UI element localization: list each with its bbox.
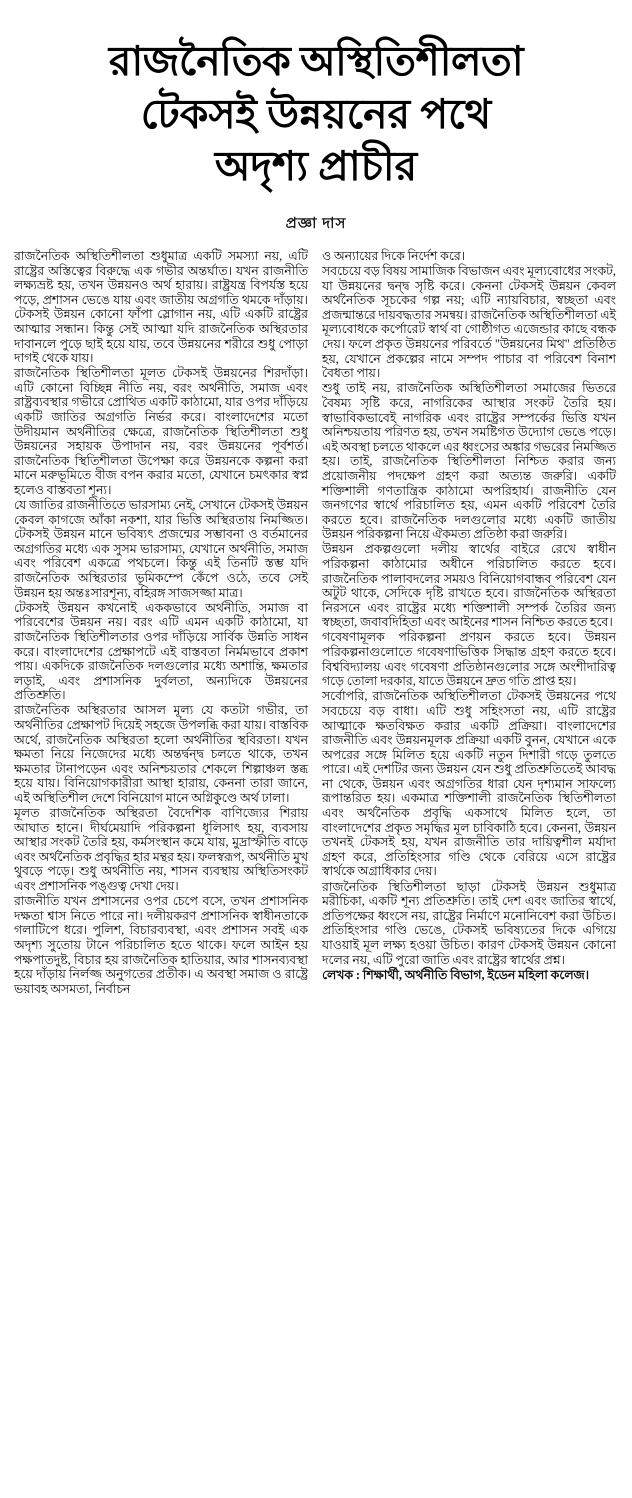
paragraph: রাজনৈতিক অস্থিতিশীলতা শুধুমাত্র একটি সমস্যা নয়, এটি রাষ্ট্রের অস্তিত্বের বিরুদ্ধে এক গভীর অন্তর্ঘাত। যখন রাজনীতি লক্ষ্যভ্রষ্ট হয়, তখন উন্নয়নও অর্থ হারায়। রাষ্ট্রযন্ত্র বিপর্যস্ত হয়ে পড়ে, প্রশাসন ভেঙে যায় এবং জাতীয় অগ্রগতি থমকে দাঁড়ায়। টেকসই উন্নয়ন কোনো ফাঁপা স্লোগান নয়, এটি একটি রাষ্ট্রের আত্মার সন্ধান। কিন্তু সেই আত্মা যদি রাজনৈতিক অস্থিরতার দাবানলে পুড়ে ছাই হয়ে যায়, তবে উন্নয়নের শরীরে শুধু পোড়া দাগই থেকে যায়।	[14, 249, 308, 366]
headline-line-3: অদৃশ্য প্রাচীর	[214, 143, 418, 190]
headline-line-2: টেকসই উন্নয়নের পথে	[140, 90, 492, 137]
headline-line-1: রাজনৈতিক অস্থিতিশীলতা	[108, 38, 524, 85]
byline-author: প্রজ্ঞা দাস	[285, 216, 347, 232]
paragraph: রাজনৈতিক অস্থিরতার আসল মূল্য যে কতটা গভীর, তা অর্থনীতির প্রেক্ষাপট দিয়েই সহজে উপলব্ধি করা যায়। বাস্তবিক অর্থে, রাজনৈতিক অস্থিরতা হলো অর্থনীতির স্থবিরতা। যখন ক্ষমতা নিয়ে নিজেদের মধ্যে অন্তর্দ্বন্দ্ব চলতে থাকে, তখন ক্ষমতার টানাপড়েন এবং অনিশ্চয়তার শেকলে শিল্পাঞ্চল স্তব্ধ হয়ে যায়। বিনিয়োগকারীরা আস্থা হারায়, কেননা তারা জানে, এই অস্থিতিশীল দেশে বিনিয়োগ মানে অগ্নিকুণ্ডে অর্থ ঢালা।	[14, 703, 308, 805]
author-affiliation: লেখক : শিক্ষার্থী, অর্থনীতি বিভাগ, ইডেন মহিলা কলেজ।	[322, 967, 590, 982]
column-right	[322, 249, 616, 983]
article-body	[14, 249, 618, 997]
column-left	[14, 249, 308, 997]
paragraph: রাজনীতি যখন প্রশাসনের ওপর চেপে বসে, তখন প্রশাসনিক দক্ষতা শ্বাস নিতে পারে না। দলীয়করণ প্রশাসনিক স্বাধীনতাকে গলাটিপে ধরে। পুলিশ, বিচারব্যবস্থা, এবং প্রশাসন সবই এক অদৃশ্য সুতোয় টানে পরিচালিত হতে থাকে। ফলে আইন হয় পক্ষপাতদুষ্ট, বিচার হয় রাজনৈতিক হাতিয়ার, আর শাসনব্যবস্থা হয়ে দাঁড়ায় নির্লজ্জ অনুগতের প্রতীক। এ অবস্থা সমাজ ও রাষ্ট্রে ভয়াবহ অসমতা, নির্বাচন	[14, 894, 308, 996]
paragraph: ও অন্যায়ের দিকে নির্দেশ করে।	[322, 249, 466, 263]
paragraph: সবচেয়ে বড় বিষয় সামাজিক বিভাজন এবং মূল্যবোধের সংকট, যা উন্নয়নের দ্বন্দ্ব সৃষ্টি করে। কেননা টেকসই উন্নয়ন কেবল অর্থনৈতিক সূচকের গল্প নয়; এটি ন্যায়বিচার, স্বচ্ছতা এবং প্রজন্মান্তরে দায়বদ্ধতার সমন্বয়। রাজনৈতিক অস্থিতিশীলতা এই মূল্যবোধকে কর্পোরেট স্বার্থ বা গোষ্ঠীগত এজেন্ডার কাছে বন্ধক দেয়। ফলে প্রকৃত উন্নয়নের পরিবর্তে "উন্নয়নের মিথ" প্রতিষ্ঠিত হয়, যেখানে প্রকল্পের নামে সম্পদ পাচার বা পরিবেশ বিনাশ বৈধতা পায়।	[322, 264, 616, 381]
paragraph: সর্বোপরি, রাজনৈতিক অস্থিতিশীলতা টেকসই উন্নয়নের পথে সবচেয়ে বড় বাধা। এটি শুধু সহিংসতা নয়, এটি রাষ্ট্রের আত্মাকে ক্ষতবিক্ষত করার একটি প্রক্রিয়া। বাংলাদেশের রাজনীতি এবং উন্নয়নমূলক প্রক্রিয়া একটি বুনন, যেখানে একে অপরের সঙ্গে মিলিত হয়ে একটি নতুন দিশারী গড়ে তুলতে পারে। এই দেশটির জন্য উন্নয়ন যেন শুধু প্রতিশ্রুতিতেই আবদ্ধ না থেকে, উন্নয়ন এবং অগ্রগতির ধারা যেন দৃশ্যমান সাফল্যে রূপান্তরিত হয়। একমাত্র শক্তিশালী রাজনৈতিক স্থিতিশীলতা এবং অর্থনৈতিক প্রবৃদ্ধি একসাথে মিলিত হলে, তা বাংলাদেশের প্রকৃত সমৃদ্ধির মূল চাবিকাঠি হবে। কেননা, উন্নয়ন তখনই টেকসই হয়, যখন রাজনীতি তার দায়িত্বশীল মর্যাদা গ্রহণ করে, প্রতিহিংসার গণ্ডি থেকে বেরিয়ে এসে রাষ্ট্রের স্বার্থকে অগ্রাধিকার দেয়।	[322, 689, 616, 879]
page-title	[14, 37, 618, 190]
paragraph: রাজনৈতিক স্থিতিশীলতা ছাড়া টেকসই উন্নয়ন শুধুমাত্র মরীচিকা, একটি শূন্য প্রতিশ্রুতি। তাই দেশ এবং জাতির স্বার্থে, প্রতিপক্ষের ধ্বংসে নয়, রাষ্ট্রের নির্মাণে মনোনিবেশ করা উচিত। প্রতিহিংসার গণ্ডি ভেঙে, টেকসই ভবিষ্যতের দিকে এগিয়ে যাওয়াই মূল লক্ষ্য হওয়া উচিত। কারণ টেকসই উন্নয়ন কোনো দলের নয়, এটি পুরো জাতি এবং রাষ্ট্রের স্বার্থের প্রশ্ন।	[322, 879, 616, 967]
paragraph: মূলত রাজনৈতিক অস্থিরতা বৈদেশিক বাণিজ্যের শিরায় আঘাত হানে। দীর্ঘমেয়াদি পরিকল্পনা ধূলিসাৎ হয়, ব্যবসায় আস্থার সংকট তৈরি হয়, কর্মসংস্থান কমে যায়, মুদ্রাস্ফীতি বাড়ে এবং অর্থনৈতিক প্রবৃদ্ধির হার মন্থর হয়। ফলস্বরূপ, অর্থনীতি মুখ থুবড়ে পড়ে। শুধু অর্থনীতি নয়, শাসন ব্যবস্থায় অস্থিতিসংকট এবং প্রশাসনিক পঙ্গুত্ব দেখা দেয়।	[14, 806, 308, 894]
paragraph: রাজনৈতিক স্থিতিশীলতা মূলত টেকসই উন্নয়নের শিরদাঁড়া। এটি কোনো বিচ্ছিন্ন নীতি নয়, বরং অর্থনীতি, সমাজ এবং রাষ্ট্রব্যবস্থার গভীরে প্রোথিত একটি কাঠামো, যার ওপর দাঁড়িয়ে একটি জাতির অগ্রগতি নির্ভর করে। বাংলাদেশের মতো উদীয়মান অর্থনীতির ক্ষেত্রে, রাজনৈতিক স্থিতিশীলতা শুধু উন্নয়নের সহায়ক উপাদান নয়, বরং উন্নয়নের পূর্বশর্ত। রাজনৈতিক স্থিতিশীলতা উপেক্ষা করে উন্নয়নকে কল্পনা করা মানে মরুভূমিতে বীজ বপন করার মতো, যেখানে চমৎকার স্বপ্ন হলেও বাস্তবতা শূন্য।	[14, 366, 308, 497]
paragraph: যে জাতির রাজনীতিতে ভারসাম্য নেই, সেখানে টেকসই উন্নয়ন কেবল কাগজে আঁকা নকশা, যার ভিত্তি অস্থিরতায় নিমজ্জিত। টেকসই উন্নয়ন মানে ভবিষ্যৎ প্রজন্মের সম্ভাবনা ও বর্তমানের অগ্রগতির মধ্যে এক সুসম ভারসাম্য, যেখানে অর্থনীতি, সমাজ এবং পরিবেশ একত্রে পথচলে। কিন্তু এই তিনটি স্তম্ভ যদি রাজনৈতিক অস্থিরতার ভূমিকম্পে কেঁপে ওঠে, তবে সেই উন্নয়ন হয় অন্তঃসারশূন্য, বহিরঙ্গ সাজসজ্জা মাত্র।	[14, 498, 308, 600]
paragraph: গবেষণামূলক পরিকল্পনা প্রণয়ন করতে হবে। উন্নয়ন পরিকল্পনাগুলোতে গবেষণাভিত্তিক সিদ্ধান্ত গ্রহণ করতে হবে। বিশ্ববিদ্যালয় এবং গবেষণা প্রতিষ্ঠানগুলোর সঙ্গে অংশীদারিত্ব গড়ে তোলা দরকার, যাতে উন্নয়নে দ্রুত গতি প্রাপ্ত হয়।	[322, 630, 616, 689]
paragraph: টেকসই উন্নয়ন কখনোই এককভাবে অর্থনীতি, সমাজ বা পরিবেশের উন্নয়ন নয়। বরং এটি এমন একটি কাঠামো, যা রাজনৈতিক স্থিতিশীলতার ওপর দাঁড়িয়ে সার্বিক উন্নতি সাধন করে। বাংলাদেশের প্রেক্ষাপটে এই বাস্তবতা নির্মমভাবে প্রকাশ পায়। একদিকে রাজনৈতিক দলগুলোর মধ্যে অশান্তি, ক্ষমতার লড়াই, এবং প্রশাসনিক দুর্বলতা, অন্যদিকে উন্নয়নের প্রতিশ্রুতি।	[14, 600, 308, 703]
paragraph: উন্নয়ন প্রকল্পগুলো দলীয় স্বার্থের বাইরে রেখে স্বাধীন পরিকল্পনা কাঠামোর অধীনে পরিচালিত করতে হবে। রাজনৈতিক পালাবদলের সময়ও বিনিয়োগবান্ধব পরিবেশ যেন অটুট থাকে, সেদিকে দৃষ্টি রাখতে হবে। রাজনৈতিক অস্থিরতা নিরসনে এবং রাষ্ট্রের মধ্যে শক্তিশালী সম্পর্ক তৈরির জন্য স্বচ্ছতা, জবাবদিহিতা এবং আইনের শাসন নিশ্চিত করতে হবে।	[322, 542, 616, 630]
paragraph: শুধু তাই নয়, রাজনৈতিক অস্থিতিশীলতা সমাজের ভিতরে বৈষম্য সৃষ্টি করে, নাগরিকের আস্থার সংকট তৈরি হয়। স্বাভাবিকভাবেই নাগরিক এবং রাষ্ট্রের সম্পর্কের ভিত্তি যখন অনিশ্চয়তায় পরিণত হয়, তখন সমষ্টিগত উদ্যোগ ভেঙে পড়ে। এই অবস্থা চলতে থাকলে এর ধ্বংসের অঙ্কার গভরের নিমজ্জিত হয়। তাই, রাজনৈতিক স্থিতিশীলতা নিশ্চিত করার জন্য প্রয়োজনীয় পদক্ষেপ গ্রহণ করা অত্যন্ত জরুরি। একটি শক্তিশালী গণতান্ত্রিক কাঠামো অপরিহার্য। রাজনীতি যেন জনগণের স্বার্থে পরিচালিত হয়, এমন একটি পরিবেশ তৈরি করতে হবে। রাজনৈতিক দলগুলোর মধ্যে একটি জাতীয় উন্নয়ন পরিকল্পনা নিয়ে ঐকমত্য প্রতিষ্ঠা করা জরুরি।	[322, 381, 616, 542]
